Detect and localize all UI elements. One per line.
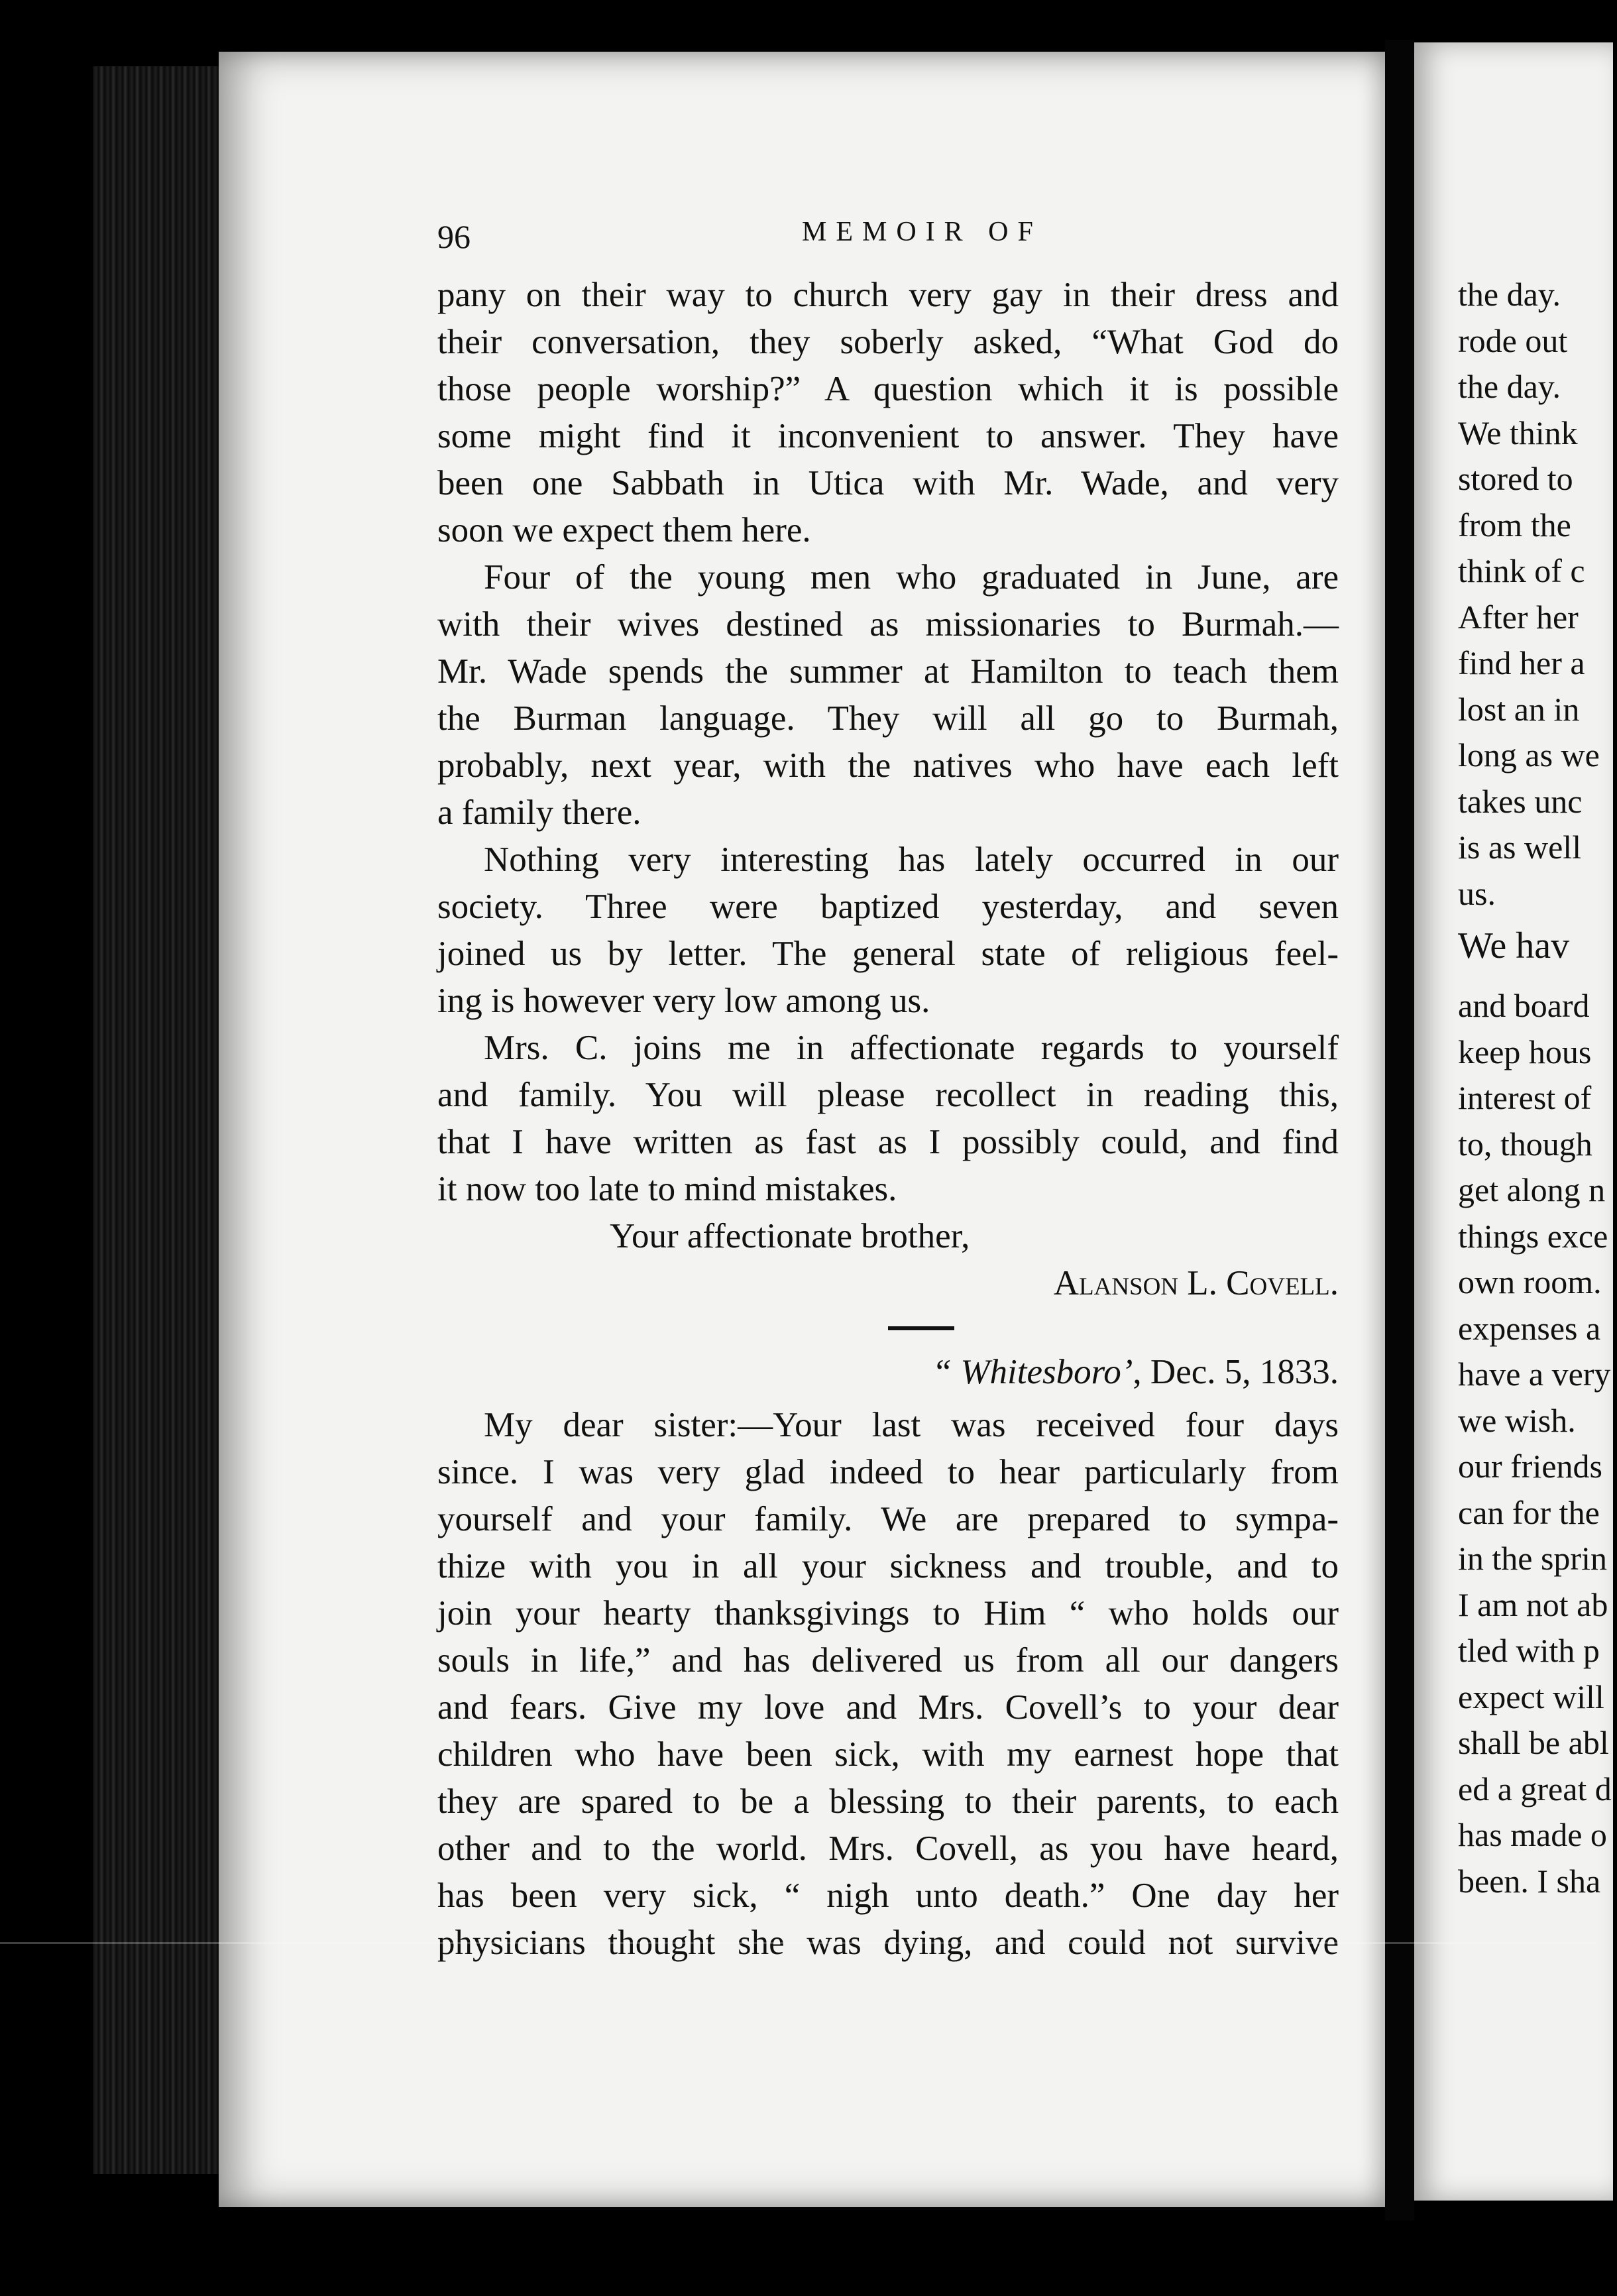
right-text-line: We hav — [1458, 925, 1570, 966]
text-line: yourself and your family. We are prepared to sympa- — [437, 1500, 1339, 1538]
text-line: thize with you in all your sickness and trouble, and to — [437, 1547, 1339, 1585]
right-text-line: think of c — [1458, 552, 1585, 589]
right-text-line: from the — [1458, 506, 1571, 544]
text-line: society. Three were baptized yesterday, and seven — [437, 888, 1339, 926]
right-text-line: expect will — [1458, 1678, 1604, 1715]
text-line: My dear sister:—Your last was received four days — [484, 1406, 1339, 1444]
text-line: Mr. Wade spends the summer at Hamilton to teach them — [437, 652, 1339, 691]
text-line: and fears. Give my love and Mrs. Covell’s to your dear — [437, 1688, 1339, 1727]
right-text-line: I am not ab — [1458, 1585, 1608, 1623]
text-line: their conversation, they soberly asked, “What God do — [437, 323, 1339, 361]
letter-closing: Your affectionate brother, — [610, 1217, 970, 1255]
running-head: MEMOIR OF — [802, 217, 1042, 247]
text-line: probably, next year, with the natives who have each left — [437, 746, 1339, 785]
right-text-line: the day. — [1458, 368, 1561, 405]
right-text-line: get along n — [1458, 1171, 1606, 1208]
right-text-line: lost an in — [1458, 690, 1580, 728]
text-line: physicians thought she was dying, and could not survive — [437, 1923, 1339, 1962]
text-line: soon we expect them here. — [437, 511, 811, 549]
right-text-line: stored to — [1458, 460, 1573, 497]
text-line: Nothing very interesting has lately occurred in our — [484, 840, 1339, 879]
text-line: it now too late to mind mistakes. — [437, 1170, 897, 1208]
text-line: with their wives destined as missionaries to Burmah.— — [437, 605, 1339, 644]
right-text-line: long as we — [1458, 736, 1600, 774]
dateline-date: , Dec. 5, 1833. — [1133, 1353, 1339, 1391]
right-text-line: things exce — [1458, 1217, 1608, 1255]
right-text-line: we wish. — [1458, 1401, 1576, 1439]
text-line: Four of the young men who graduated in June, are — [484, 558, 1339, 597]
text-line: they are spared to be a blessing to their parents, to each — [437, 1782, 1339, 1821]
right-text-line: own room. — [1458, 1263, 1602, 1300]
right-text-line: After her — [1458, 598, 1579, 636]
text-line: that I have written as fast as I possibly could, and find — [437, 1123, 1339, 1161]
right-text-line: tled with p — [1458, 1632, 1600, 1669]
text-line: joined us by letter. The general state of religious feel- — [437, 935, 1339, 973]
right-text-line: us. — [1458, 874, 1496, 912]
right-text-line: expenses a — [1458, 1309, 1601, 1347]
right-text-line: has made o — [1458, 1816, 1607, 1853]
text-line: those people worship?” A question which it is possible — [437, 370, 1339, 408]
text-line: Mrs. C. joins me in affectionate regards to yourself — [484, 1029, 1339, 1067]
left-page-body — [437, 272, 1339, 1967]
text-line: been one Sabbath in Utica with Mr. Wade, and very — [437, 464, 1339, 502]
right-text-line: find her a — [1458, 644, 1585, 681]
right-text-line: to, though — [1458, 1125, 1592, 1163]
letter-dateline — [437, 1349, 1339, 1402]
text-line: a family there. — [437, 793, 641, 832]
right-text-line: is as well — [1458, 829, 1582, 866]
text-line: since. I was very glad indeed to hear particularly from — [437, 1453, 1339, 1491]
right-text-line: in the sprin — [1458, 1540, 1607, 1577]
right-text-line: have a very — [1458, 1355, 1611, 1393]
dateline-place: “ Whitesboro’ — [932, 1353, 1133, 1391]
page-header — [437, 212, 1365, 265]
text-line: ing is however very low among us. — [437, 982, 930, 1020]
text-line: pany on their way to church very gay in their dress and — [437, 276, 1339, 314]
right-text-line: our friends — [1458, 1448, 1602, 1485]
text-line: and family. You will please recollect in reading this, — [437, 1076, 1339, 1114]
text-line: has been very sick, “ nigh unto death.” One day her — [437, 1876, 1339, 1915]
text-line: the Burman language. They will all go to Burmah, — [437, 699, 1339, 738]
scan-artifact-line — [0, 1942, 1596, 1944]
book-gutter — [1385, 40, 1414, 2220]
text-line: join your hearty thanksgivings to Him “ who holds our — [437, 1594, 1339, 1633]
right-text-line: interest of — [1458, 1079, 1592, 1116]
page-number: 96 — [437, 218, 471, 255]
right-text-line: ed a great d — [1458, 1770, 1612, 1808]
right-text-line: rode out — [1458, 321, 1568, 359]
right-text-line: We think — [1458, 414, 1578, 451]
text-line: other and to the world. Mrs. Covell, as you have heard, — [437, 1829, 1339, 1868]
right-text-line: takes unc — [1458, 782, 1583, 820]
text-line: children who have been sick, with my earnest hope that — [437, 1735, 1339, 1774]
right-page-body — [1458, 272, 1617, 1904]
right-text-line: been. I sha — [1458, 1862, 1601, 1900]
text-line: some might find it inconvenient to answer. They have — [437, 417, 1339, 455]
letter-signature: Alanson L. Covell. — [1053, 1264, 1339, 1302]
right-text-line: and board — [1458, 987, 1590, 1024]
right-text-line: keep hous — [1458, 1033, 1592, 1070]
right-text-line: the day. — [1458, 276, 1561, 313]
right-text-line: can for the — [1458, 1493, 1600, 1531]
right-text-line: shall be abl — [1458, 1724, 1609, 1761]
text-line: souls in life,” and has delivered us from all our dangers — [437, 1641, 1339, 1680]
section-divider — [437, 1309, 1339, 1349]
